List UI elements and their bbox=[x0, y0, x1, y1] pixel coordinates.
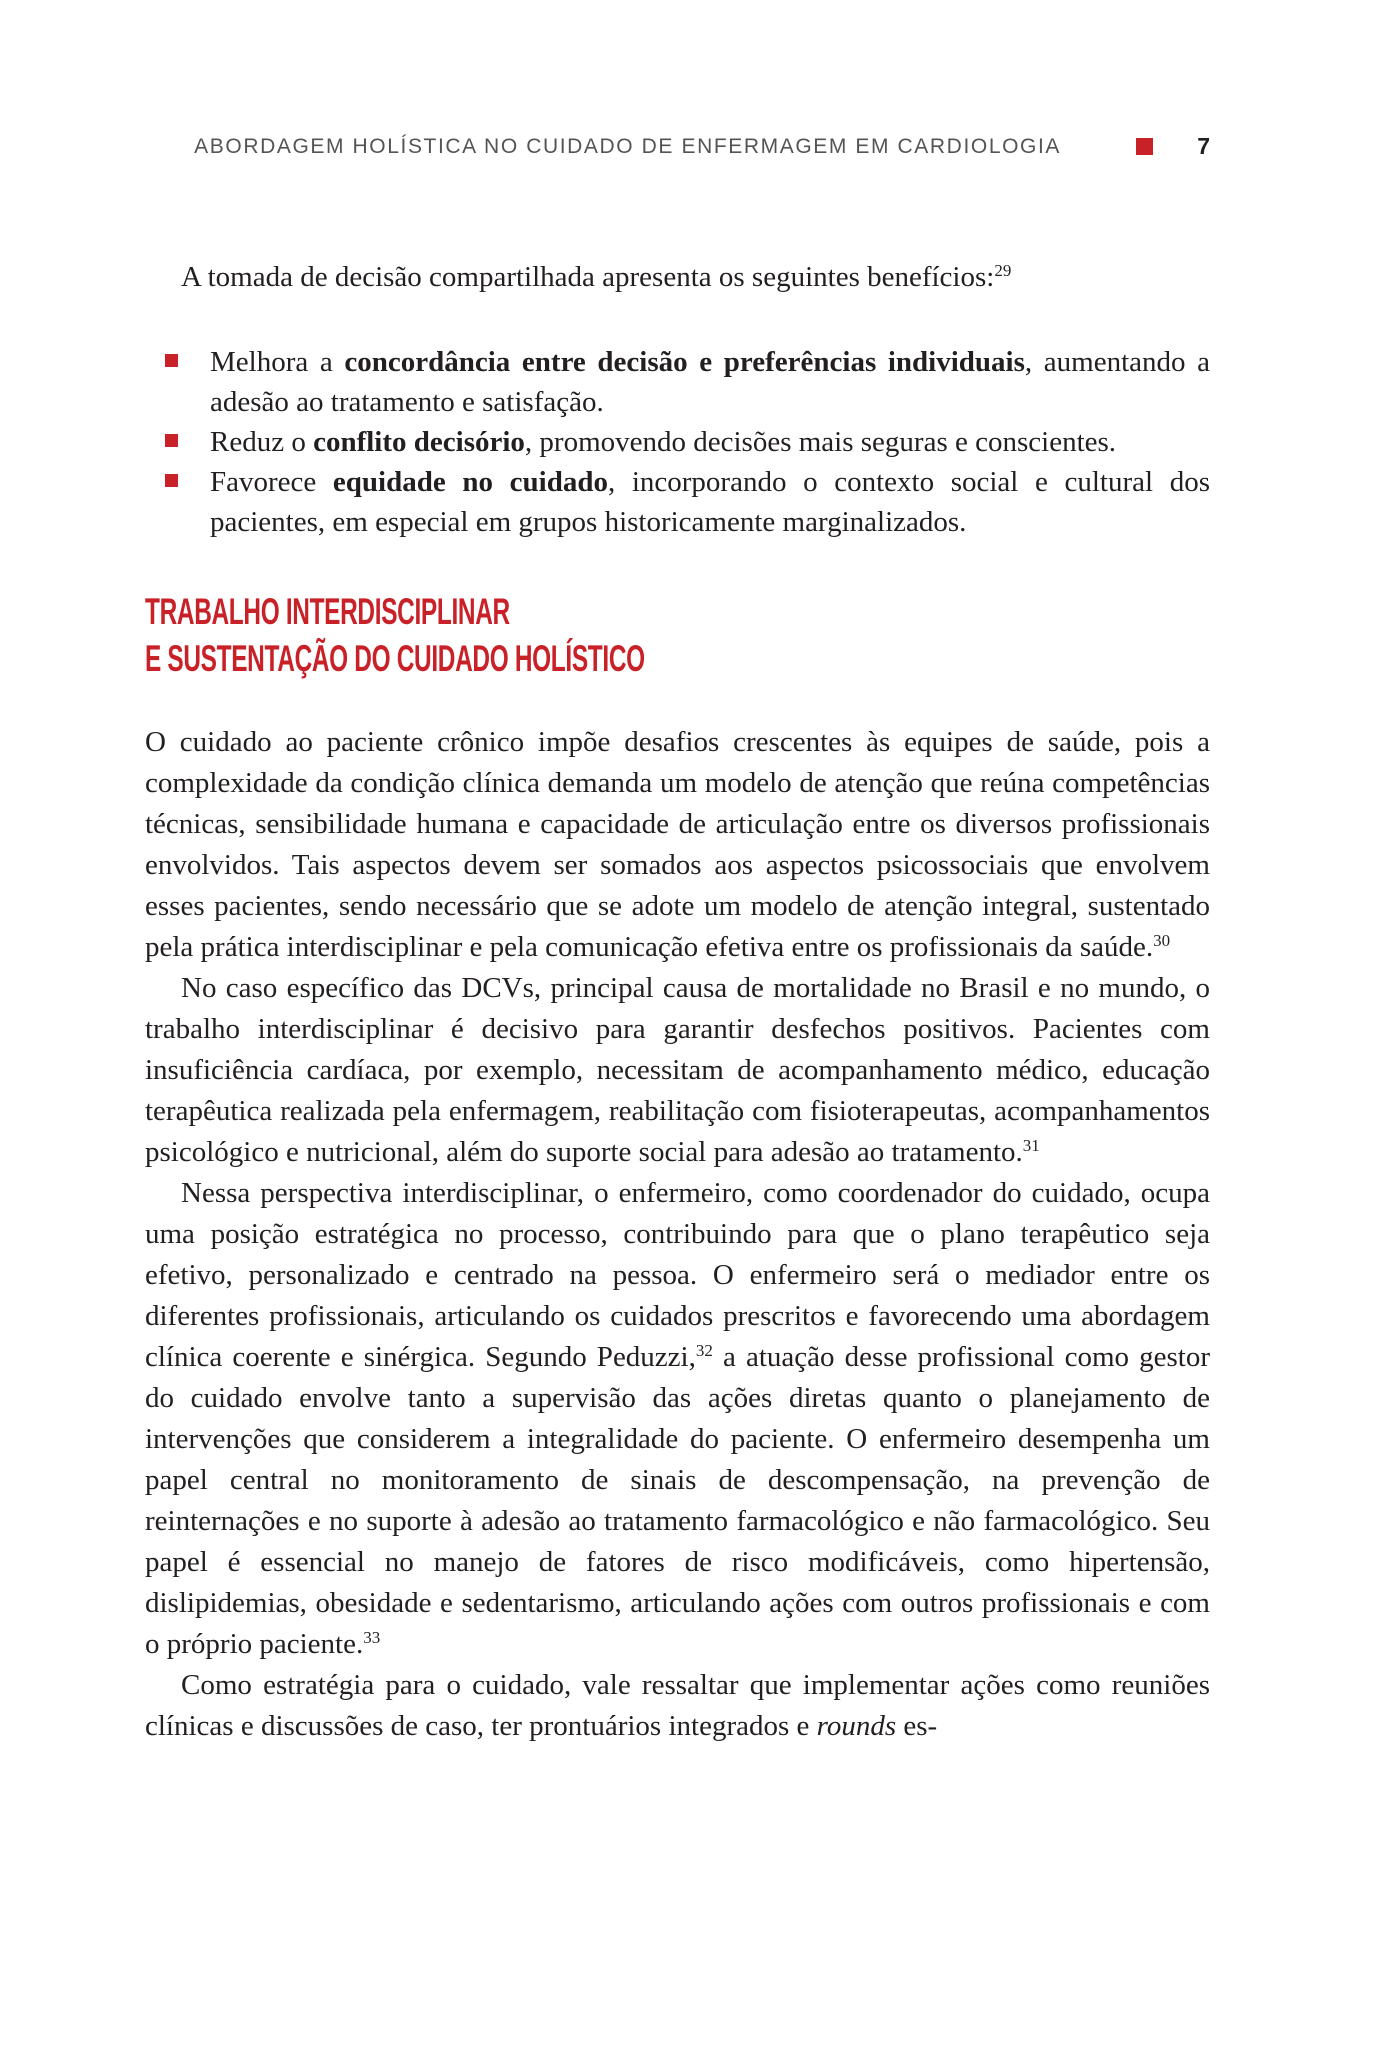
benefits-list bbox=[165, 342, 1210, 542]
bullet-text-post: , promovendo decisões mais seguras e conscientes. bbox=[524, 426, 1117, 458]
list-item bbox=[165, 422, 1210, 462]
paragraph-text: Como estratégia para o cuidado, vale ressaltar que implementar ações como reuniões clínicas e discussões de caso, ter prontuários integrados e bbox=[145, 1669, 1210, 1742]
bullet-text-bold: conflito decisório bbox=[313, 426, 525, 458]
red-square-icon bbox=[1136, 138, 1153, 155]
intro-text: A tomada de decisão compartilhada apresenta os seguintes benefícios: bbox=[181, 261, 995, 293]
bullet-text-bold: equidade no cuidado bbox=[332, 466, 608, 498]
bullet-text-pre: Favorece bbox=[210, 466, 333, 498]
square-bullet-icon bbox=[165, 434, 178, 447]
footnote-ref-29: 29 bbox=[994, 261, 1012, 280]
paragraph-text-italic: rounds bbox=[816, 1710, 897, 1742]
paragraph bbox=[145, 1173, 1210, 1665]
paragraph-text: Nessa perspectiva interdisciplinar, o enfermeiro, como coordenador do cuidado, ocupa uma posição estratégica no processo, contribuindo para que o plano terapêutico seja efetivo, personalizado e centrado na pessoa. O enfermeiro será o mediador entre os diferentes profissionais, articulando os cuidados prescritos e favorecendo uma abordagem clínica coerente e sinérgica. Segundo Peduzzi, bbox=[145, 1177, 1210, 1373]
paragraph bbox=[145, 722, 1210, 968]
paragraph-text: O cuidado ao paciente crônico impõe desafios crescentes às equipes de saúde, pois a complexidade da condição clínica demanda um modelo de atenção que reúna competências técnicas, sensibilidade humana e capacidade de articulação entre os diversos profissionais envolvidos. Tais aspectos devem ser somados aos aspectos psicossociais que envolvem esses pacientes, sendo necessário que se adote um modelo de atenção integral, sustentado pela prática interdisciplinar e pela comunicação efetiva entre os profissionais da saúde. bbox=[145, 726, 1210, 963]
footnote-ref-31: 31 bbox=[1022, 1136, 1040, 1155]
section-heading-line1: TRABALHO INTERDISCIPLINAR bbox=[145, 591, 510, 632]
page-number: 7 bbox=[1197, 133, 1210, 159]
paragraph-text: es- bbox=[896, 1710, 938, 1742]
list-item bbox=[165, 462, 1210, 542]
intro-paragraph bbox=[145, 257, 1210, 298]
paragraph-text: No caso específico das DCVs, principal causa de mortalidade no Brasil e no mundo, o trabalho interdisciplinar é decisivo para garantir desfechos positivos. Pacientes com insuficiência cardíaca, por exemplo, necessitam de acompanhamento médico, educação terapêutica realizada pela enfermagem, reabilitação com fisioterapeutas, acompanhamentos psicológico e nutricional, além do suporte social para adesão ao tratamento. bbox=[145, 972, 1210, 1168]
paragraph-text: a atuação desse profissional como gestor do cuidado envolve tanto a supervisão das ações diretas quanto o planejamento de intervenções que considerem a integralidade do paciente. O enfermeiro desempenha um papel central no monitoramento de sinais de descompensação, na prevenção de reinternações e no suporte à adesão ao tratamento farmacológico e não farmacológico. Seu papel é essencial no manejo de fatores de risco modificáveis, como hipertensão, dislipidemias, obesidade e sedentarismo, articulando ações com outros profissionais e com o próprio paciente. bbox=[145, 1341, 1210, 1660]
paragraph bbox=[145, 1665, 1210, 1747]
footnote-ref-32: 32 bbox=[695, 1341, 713, 1360]
footnote-ref-30: 30 bbox=[1153, 931, 1171, 950]
bullet-text-post: , aumentando a adesão ao tratamento e satisfação. bbox=[210, 346, 1210, 418]
square-bullet-icon bbox=[165, 474, 178, 487]
running-head bbox=[145, 0, 1210, 160]
footnote-ref-33: 33 bbox=[363, 1628, 381, 1647]
square-bullet-icon bbox=[165, 354, 178, 367]
running-head-title: ABORDAGEM HOLÍSTICA NO CUIDADO DE ENFERMAGEM EM CARDIOLOGIA bbox=[194, 134, 1062, 158]
bullet-text-pre: Reduz o bbox=[210, 426, 314, 458]
list-item bbox=[165, 342, 1210, 422]
paragraph bbox=[145, 968, 1210, 1173]
bullet-text-pre: Melhora a bbox=[210, 346, 345, 378]
bullet-text-bold: concordância entre decisão e preferências individuais bbox=[344, 346, 1025, 378]
section-heading-line2: E SUSTENTAÇÃO DO CUIDADO HOLÍSTICO bbox=[145, 638, 645, 679]
section-heading bbox=[145, 588, 848, 682]
bullet-text-post: , incorporando o contexto social e cultural dos pacientes, em especial em grupos historicamente marginalizados. bbox=[210, 466, 1210, 538]
